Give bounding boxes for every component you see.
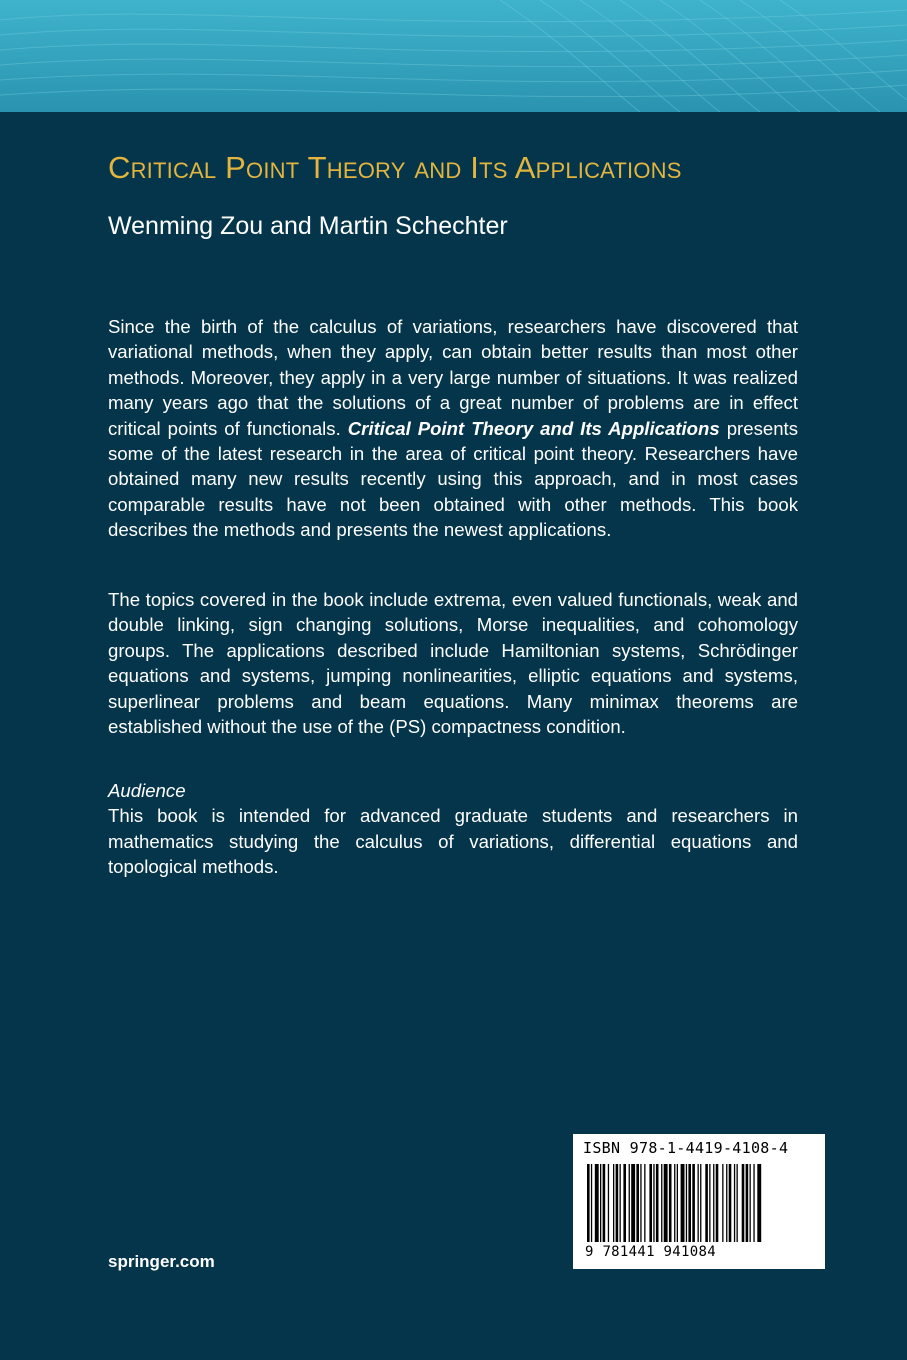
barcode-bar (631, 1164, 635, 1242)
barcode-bar (692, 1164, 695, 1242)
barcode-bar (653, 1164, 654, 1242)
barcode-bar (709, 1164, 710, 1242)
book-title: Critical Point Theory and Its Applications (108, 150, 682, 185)
barcode-bar (734, 1164, 735, 1242)
barcode-bar (613, 1164, 614, 1242)
barcode-bar (669, 1164, 672, 1242)
audience-section (108, 778, 798, 880)
barcode-bar (603, 1164, 606, 1242)
isbn-label: ISBN 978-1-4419-4108-4 (583, 1139, 789, 1157)
description-text: Since the birth of the calculus of variations, researchers have discovered that variational methods, when they apply, can obtain better results than most other methods. Moreover, they apply in a very large number of situations. It was realized many years ago that the solutions of a great number of problems are in effect critical points of functionals. (108, 316, 798, 439)
barcode-bar (698, 1164, 699, 1242)
description-paragraph-2 (108, 587, 798, 739)
publisher-url[interactable]: springer.com (108, 1252, 215, 1271)
barcode-bar (688, 1164, 691, 1242)
barcode-bar (737, 1164, 738, 1242)
barcode-bar (746, 1164, 749, 1242)
barcode-icon (587, 1164, 811, 1244)
barcode-bar (750, 1164, 751, 1242)
barcode-bar (757, 1164, 761, 1242)
barcode-bar (629, 1164, 630, 1242)
audience-heading: Audience (108, 780, 186, 801)
barcode-bar (686, 1164, 687, 1242)
wave-pattern (0, 0, 907, 112)
barcode-bar (729, 1164, 732, 1242)
barcode-bar (661, 1164, 662, 1242)
barcode-bar (726, 1164, 727, 1242)
barcode-bar (664, 1164, 668, 1242)
barcode-box (573, 1134, 825, 1269)
barcode-bar (644, 1164, 645, 1242)
barcode-bar (753, 1164, 754, 1242)
description-text: presents some of the latest research in the area of critical point theory. Researchers have obtained many new results recently using this approach, and in most cases comparable results have not been obtained with other methods. This book describes the methods and presents the newest applications. (108, 417, 799, 541)
barcode-bar (700, 1164, 701, 1242)
barcode-bar (591, 1164, 592, 1242)
topics-text: The topics covered in the book include extrema, even valued functionals, weak and double linking, sign changing solutions, Morse inequalities, and cohomology groups. The applications described include Hamiltonian systems, Schrödinger equations and systems, jumping nonlinearities, elliptic equations and systems, superlinear problems and beam equations. Many minimax theorems are established without the use of the (PS) compactness condition. (108, 589, 798, 738)
barcode-bar (587, 1164, 590, 1242)
barcode-bar (636, 1164, 639, 1242)
barcode-bar (616, 1164, 619, 1242)
barcode-bar (677, 1164, 678, 1242)
barcode-bar (716, 1164, 719, 1242)
barcode-bar (600, 1164, 601, 1242)
barcode-bar (705, 1164, 708, 1242)
barcode-bar (674, 1164, 675, 1242)
barcode-bar (656, 1164, 659, 1242)
barcode-bar (649, 1164, 652, 1242)
barcode-number: 9 781441 941084 (585, 1244, 716, 1260)
barcode-bar (595, 1164, 599, 1242)
barcode-bar (742, 1164, 745, 1242)
cover-top-band (0, 0, 907, 112)
barcode-bar (681, 1164, 685, 1242)
barcode-bar (722, 1164, 723, 1242)
emphasized-title: Critical Point Theory and Its Applications (347, 417, 720, 439)
audience-text: This book is intended for advanced graduate students and researchers in mathematics studying the calculus of variations, differential equations and topological methods. (108, 805, 798, 878)
barcode-bar (640, 1164, 641, 1242)
barcode-bar (623, 1164, 626, 1242)
book-authors: Wenming Zou and Martin Schechter (108, 212, 508, 240)
description-paragraph-1 (108, 314, 798, 543)
barcode-bar (620, 1164, 621, 1242)
barcode-bar (608, 1164, 609, 1242)
barcode-bar (713, 1164, 714, 1242)
